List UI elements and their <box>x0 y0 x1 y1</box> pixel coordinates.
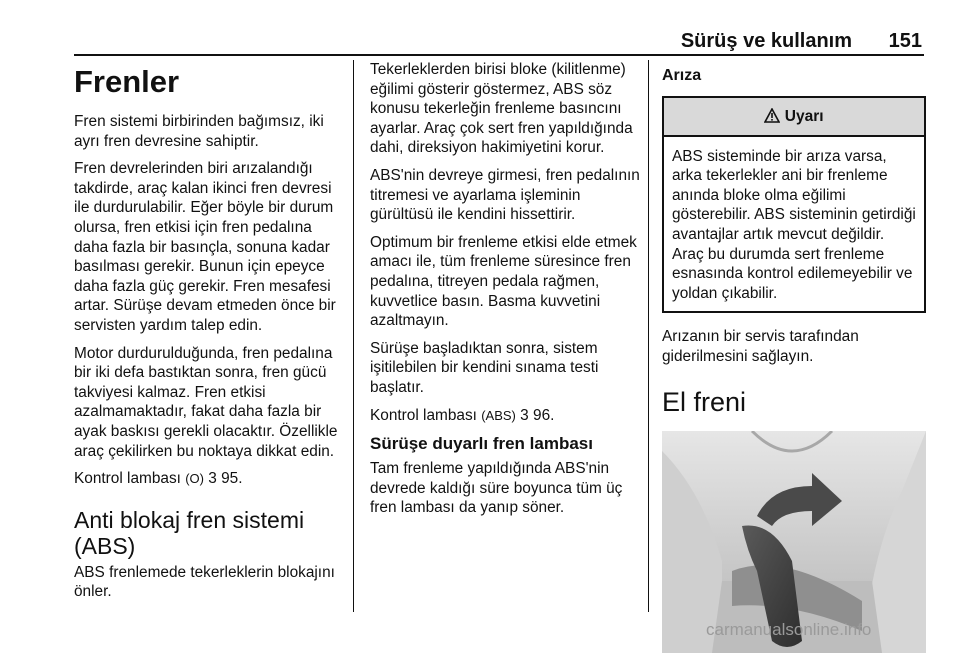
subsection-title-ariza: Arıza <box>662 67 702 84</box>
column-2 <box>370 60 640 526</box>
control-lamp-label: Kontrol lambası <box>74 470 181 488</box>
paragraph: Sürüşe başladıktan sonra, sistem işitilebilen bir kendini sınama testi başlatır. <box>370 339 599 396</box>
paragraph: Tekerleklerden birisi bloke (kilitlenme) eğilimi gösterir göstermez, ABS söz konusu tekerleğin frenleme basıncını ayarlar. Araç çok sert fren yapıldığında dahi, direksiyon hakimiyetini korur. <box>370 61 633 157</box>
paragraph: Tam frenleme yapıldığında ABS'nin devrede kaldığı süre boyunca tüm üç fren lambası da yanıp söner. <box>370 460 623 517</box>
column-3 <box>662 60 926 653</box>
page-number: 151 <box>888 30 922 52</box>
paragraph: ABS frenlemede tekerleklerin blokajını önler. <box>74 563 335 601</box>
control-lamp-label: Kontrol lambası <box>370 406 477 424</box>
column-1 <box>74 60 346 610</box>
paragraph: Optimum bir frenleme etkisi elde etmek amacı ile, tüm frenleme süresince fren pedalına, titreyen pedala rağmen, kuvvetlice basın. Basma kuvvetini azaltmayın. <box>370 233 637 330</box>
page-header <box>0 30 960 54</box>
page-reference[interactable]: 95. <box>221 470 243 488</box>
header-title: Sürüş ve kullanım <box>680 30 852 52</box>
warning-box <box>662 96 926 313</box>
subsection-title-brake-light: Sürüşe duyarlı fren lambası <box>370 434 593 454</box>
warning-text: ABS sisteminde bir arıza varsa, arka tekerlekler ani bir frenleme anında bloke olma eğilimi gösterebilir. ABS sisteminin getirdiği avantajlar artık mevcut değildir. Araç bu durumda sert frenleme esnasında kontrol edilemeyebilir ve yoldan çıkabilir. <box>672 147 916 302</box>
column-divider <box>648 60 649 612</box>
header-rule <box>74 54 924 56</box>
page-reference[interactable]: 96. <box>533 406 555 424</box>
paragraph: Fren devrelerinden biri arızalandığı takdirde, araç kalan ikinci fren devresi ile durdurulabilir. Eğer böyle bir durum olursa, fren etkisi için fren pedalına daha fazla bir basınçla, sonuna kadar basılması gerekir. Bunun için epeyce daha fazla güç gerekir. Fren mesafesi artar. Sürüşe devam etmeden önce bir servisten yardım talep edin. <box>74 160 336 334</box>
paragraph: Motor durdurulduğunda, fren pedalına bir iki defa bastıktan sonra, fren gücü takviyesi kalmaz. Fren etkisi azalmamaktadır, fakat daha fazla bir ayak baskısı gerekli olacaktır. Özellikle araç çekilirken bu noktaya dikkat edin. <box>74 344 338 460</box>
warning-title: Uyarı <box>784 108 824 125</box>
section-title-abs: Anti blokaj fren sistemi (ABS) <box>74 506 305 559</box>
paragraph-control-lamp <box>370 406 640 426</box>
column-divider <box>353 60 354 612</box>
brake-lamp-icon: (O) <box>185 471 204 487</box>
watermark: carmanualsonline.info <box>706 620 872 639</box>
abs-lamp-icon: (ABS) <box>481 407 516 423</box>
paragraph-control-lamp <box>74 469 346 489</box>
reference-arrow-icon: 3 <box>520 406 529 424</box>
section-title-frenler: Frenler <box>74 64 180 99</box>
reference-arrow-icon: 3 <box>208 470 217 488</box>
warning-header <box>664 98 924 137</box>
paragraph: Fren sistemi birbirinden bağımsız, iki ayrı fren devresine sahiptir. <box>74 113 324 150</box>
section-title-el-freni: El freni <box>662 386 747 417</box>
warning-triangle-icon <box>764 108 780 123</box>
paragraph: ABS'nin devreye girmesi, fren pedalının titremesi ve ayarlama işleminin gürültüsü ile kendini hissettirir. <box>370 166 640 224</box>
paragraph: Arızanın bir servis tarafından giderilmesini sağlayın. <box>662 328 859 365</box>
